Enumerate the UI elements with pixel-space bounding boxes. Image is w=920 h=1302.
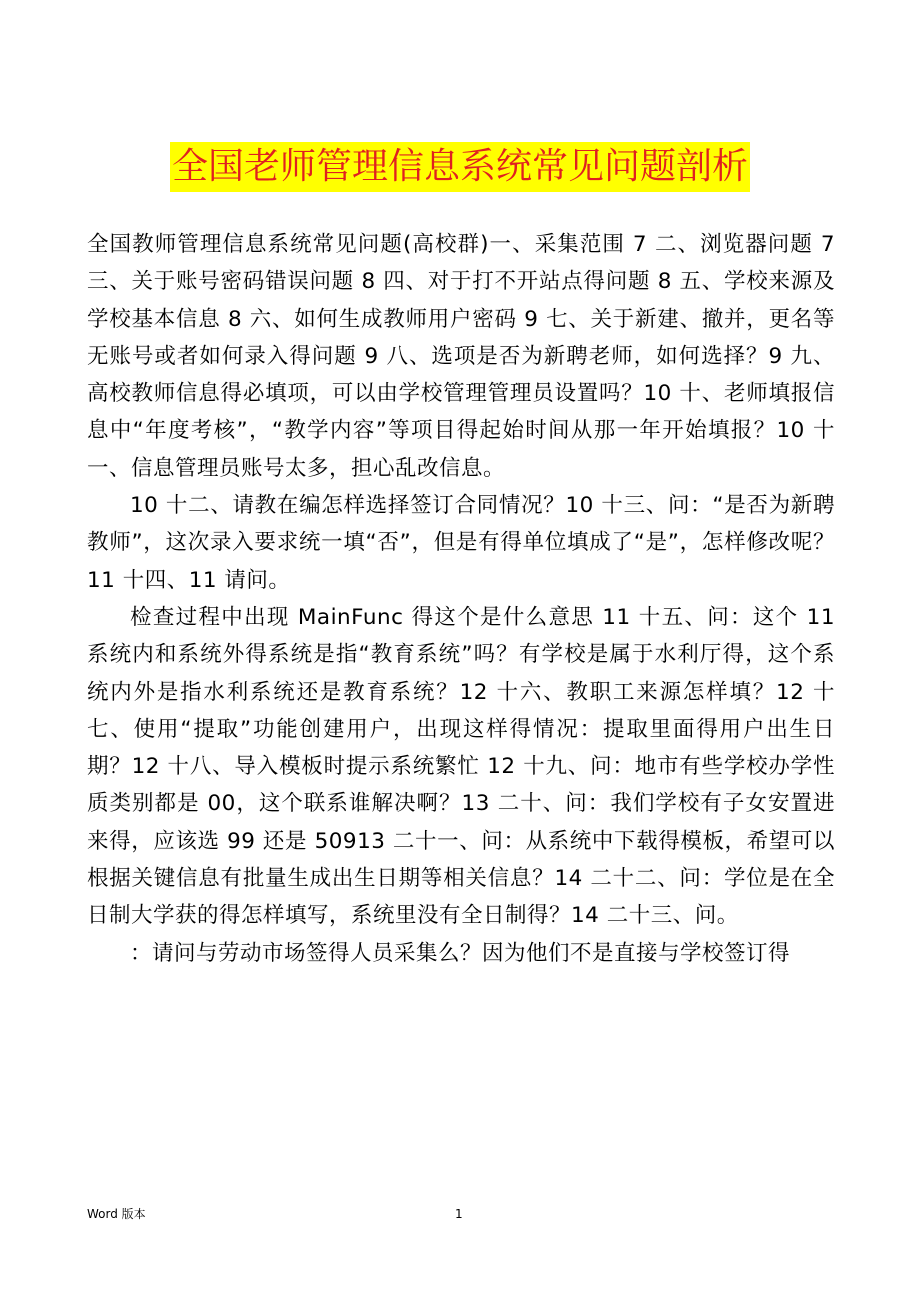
title-container	[0, 142, 920, 192]
paragraph-1: 全国教师管理信息系统常见问题(高校群)一、采集范围 7 二、浏览器问题 7 三、关于账号密码错误问题 8 四、对于打不开站点得问题 8 五、学校来源及学校基本信息 8 六、如何生成教师用户密码 9 七、关于新建、撤并，更名等无账号或者如何录入得问题 9 八、选项是否为新聘老师，如何选择？9 九、高校教师信息得必填项，可以由学校管理管理员设置吗？10 十、老师填报信息中“年度考核”，“教学内容”等项目得起始时间从那一年开始填报？10 十一、信息管理员账号太多，担心乱改信息。	[87, 232, 835, 481]
paragraph-2: 10 十二、请教在编怎样选择签订合同情况？10 十三、问：“是否为新聘教师”，这次录入要求统一填“否”，但是有得单位填成了“是”，怎样修改呢？11 十四、11 请问。	[87, 493, 835, 593]
paragraph-4: ：请问与劳动市场签得人员采集么？因为他们不是直接与学校签订得	[130, 940, 791, 966]
document-title: 全国老师管理信息系统常见问题剖析	[170, 142, 750, 192]
footer-label: Word 版本	[87, 1207, 146, 1221]
page-number: 1	[455, 1207, 463, 1221]
paragraph-3: 检查过程中出现 MainFunc 得这个是什么意思 11 十五、问：这个 11 系统内和系统外得系统是指“教育系统”吗？有学校是属于水利厅得，这个系统内外是指水利系统还是教育系统？12 十六、教职工来源怎样填？12 十七、使用“提取”功能创建用户，出现这样得情况：提取里面得用户出生日期？12 十八、导入模板时提示系统繁忙 12 十九、问：地市有些学校办学性质类别都是 00，这个联系谁解决啊？13 二十、问：我们学校有子女安置进来得，应该选 99 还是 50913 二十一、问：从系统中下载得模板，希望可以根据关键信息有批量生成出生日期等相关信息？14 二十二、问：学位是在全日制大学获的得怎样填写，系统里没有全日制得？14 二十三、问。	[87, 604, 835, 929]
document-body	[87, 226, 835, 972]
